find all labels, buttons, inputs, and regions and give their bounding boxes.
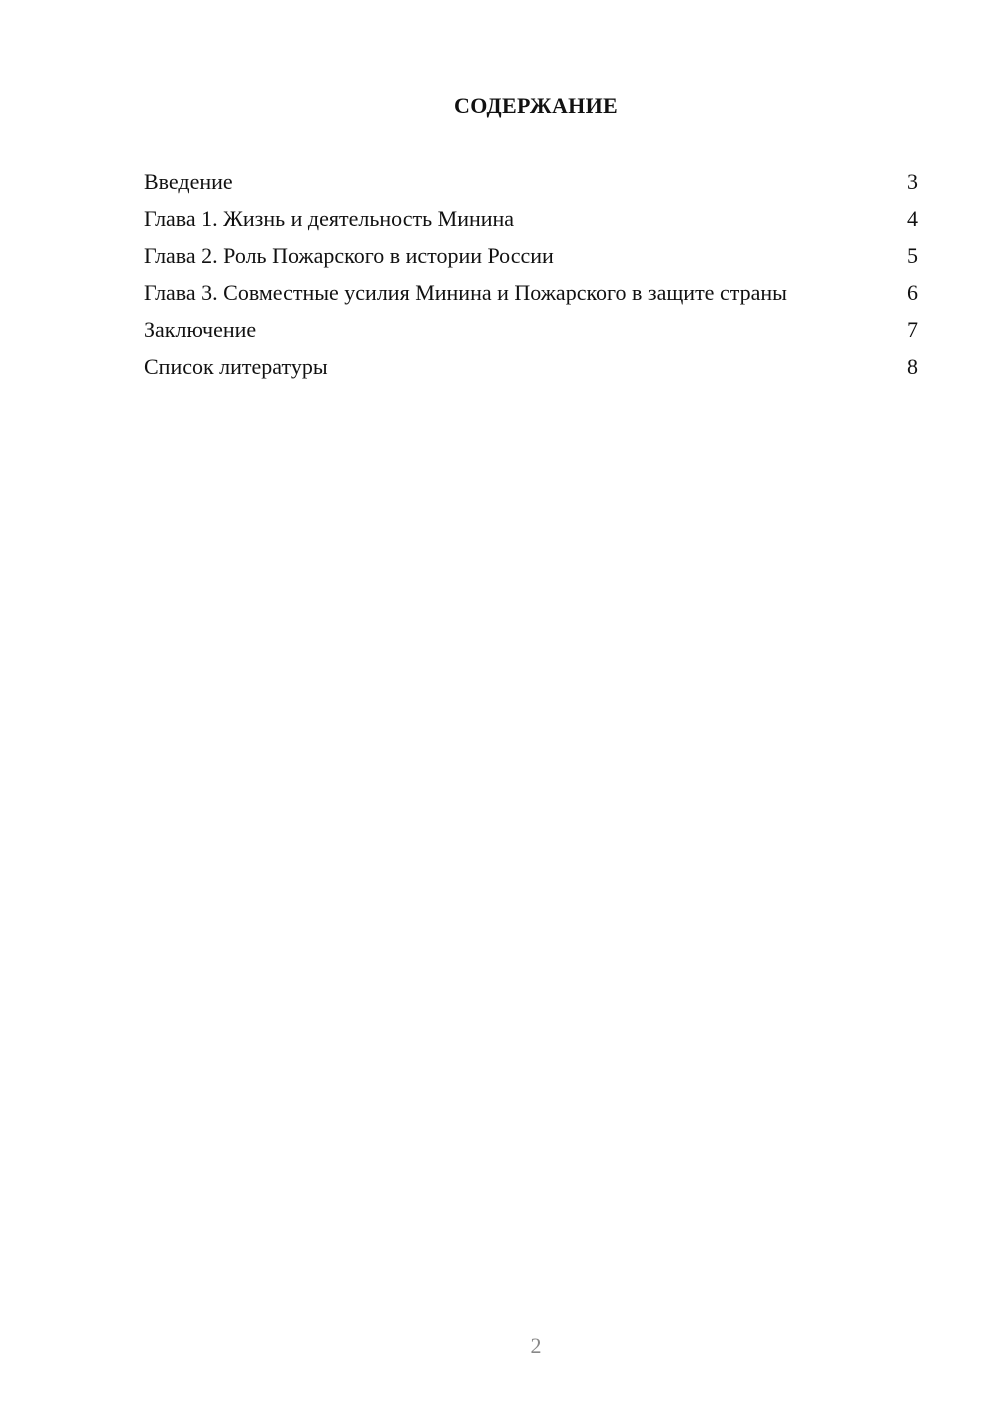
toc-entry-title: Список литературы [144, 354, 328, 379]
table-of-contents [144, 169, 918, 391]
page-title: СОДЕРЖАНИЕ [454, 93, 618, 118]
toc-entry-page: 8 [907, 354, 918, 379]
toc-entry-chapter-3 [144, 280, 918, 305]
toc-entry-conclusion [144, 317, 918, 342]
toc-entry-page: 7 [907, 317, 918, 342]
toc-entry-page: 4 [907, 206, 918, 231]
toc-entry-introduction [144, 169, 918, 194]
toc-entry-page: 3 [907, 169, 918, 194]
toc-entry-title: Глава 1. Жизнь и деятельность Минина [144, 206, 515, 231]
toc-entry-title: Глава 3. Совместные усилия Минина и Пожарского в защите страны [144, 280, 787, 305]
toc-entry-chapter-2 [144, 243, 918, 268]
toc-entry-title: Заключение [144, 317, 257, 342]
toc-entry-page: 6 [907, 280, 918, 305]
toc-entry-chapter-1 [144, 206, 918, 231]
toc-entry-bibliography [144, 354, 918, 379]
toc-entry-page: 5 [907, 243, 918, 268]
toc-entry-title: Глава 2. Роль Пожарского в истории России [144, 243, 554, 268]
page-number: 2 [530, 1333, 542, 1358]
toc-entry-title: Введение [144, 169, 233, 194]
